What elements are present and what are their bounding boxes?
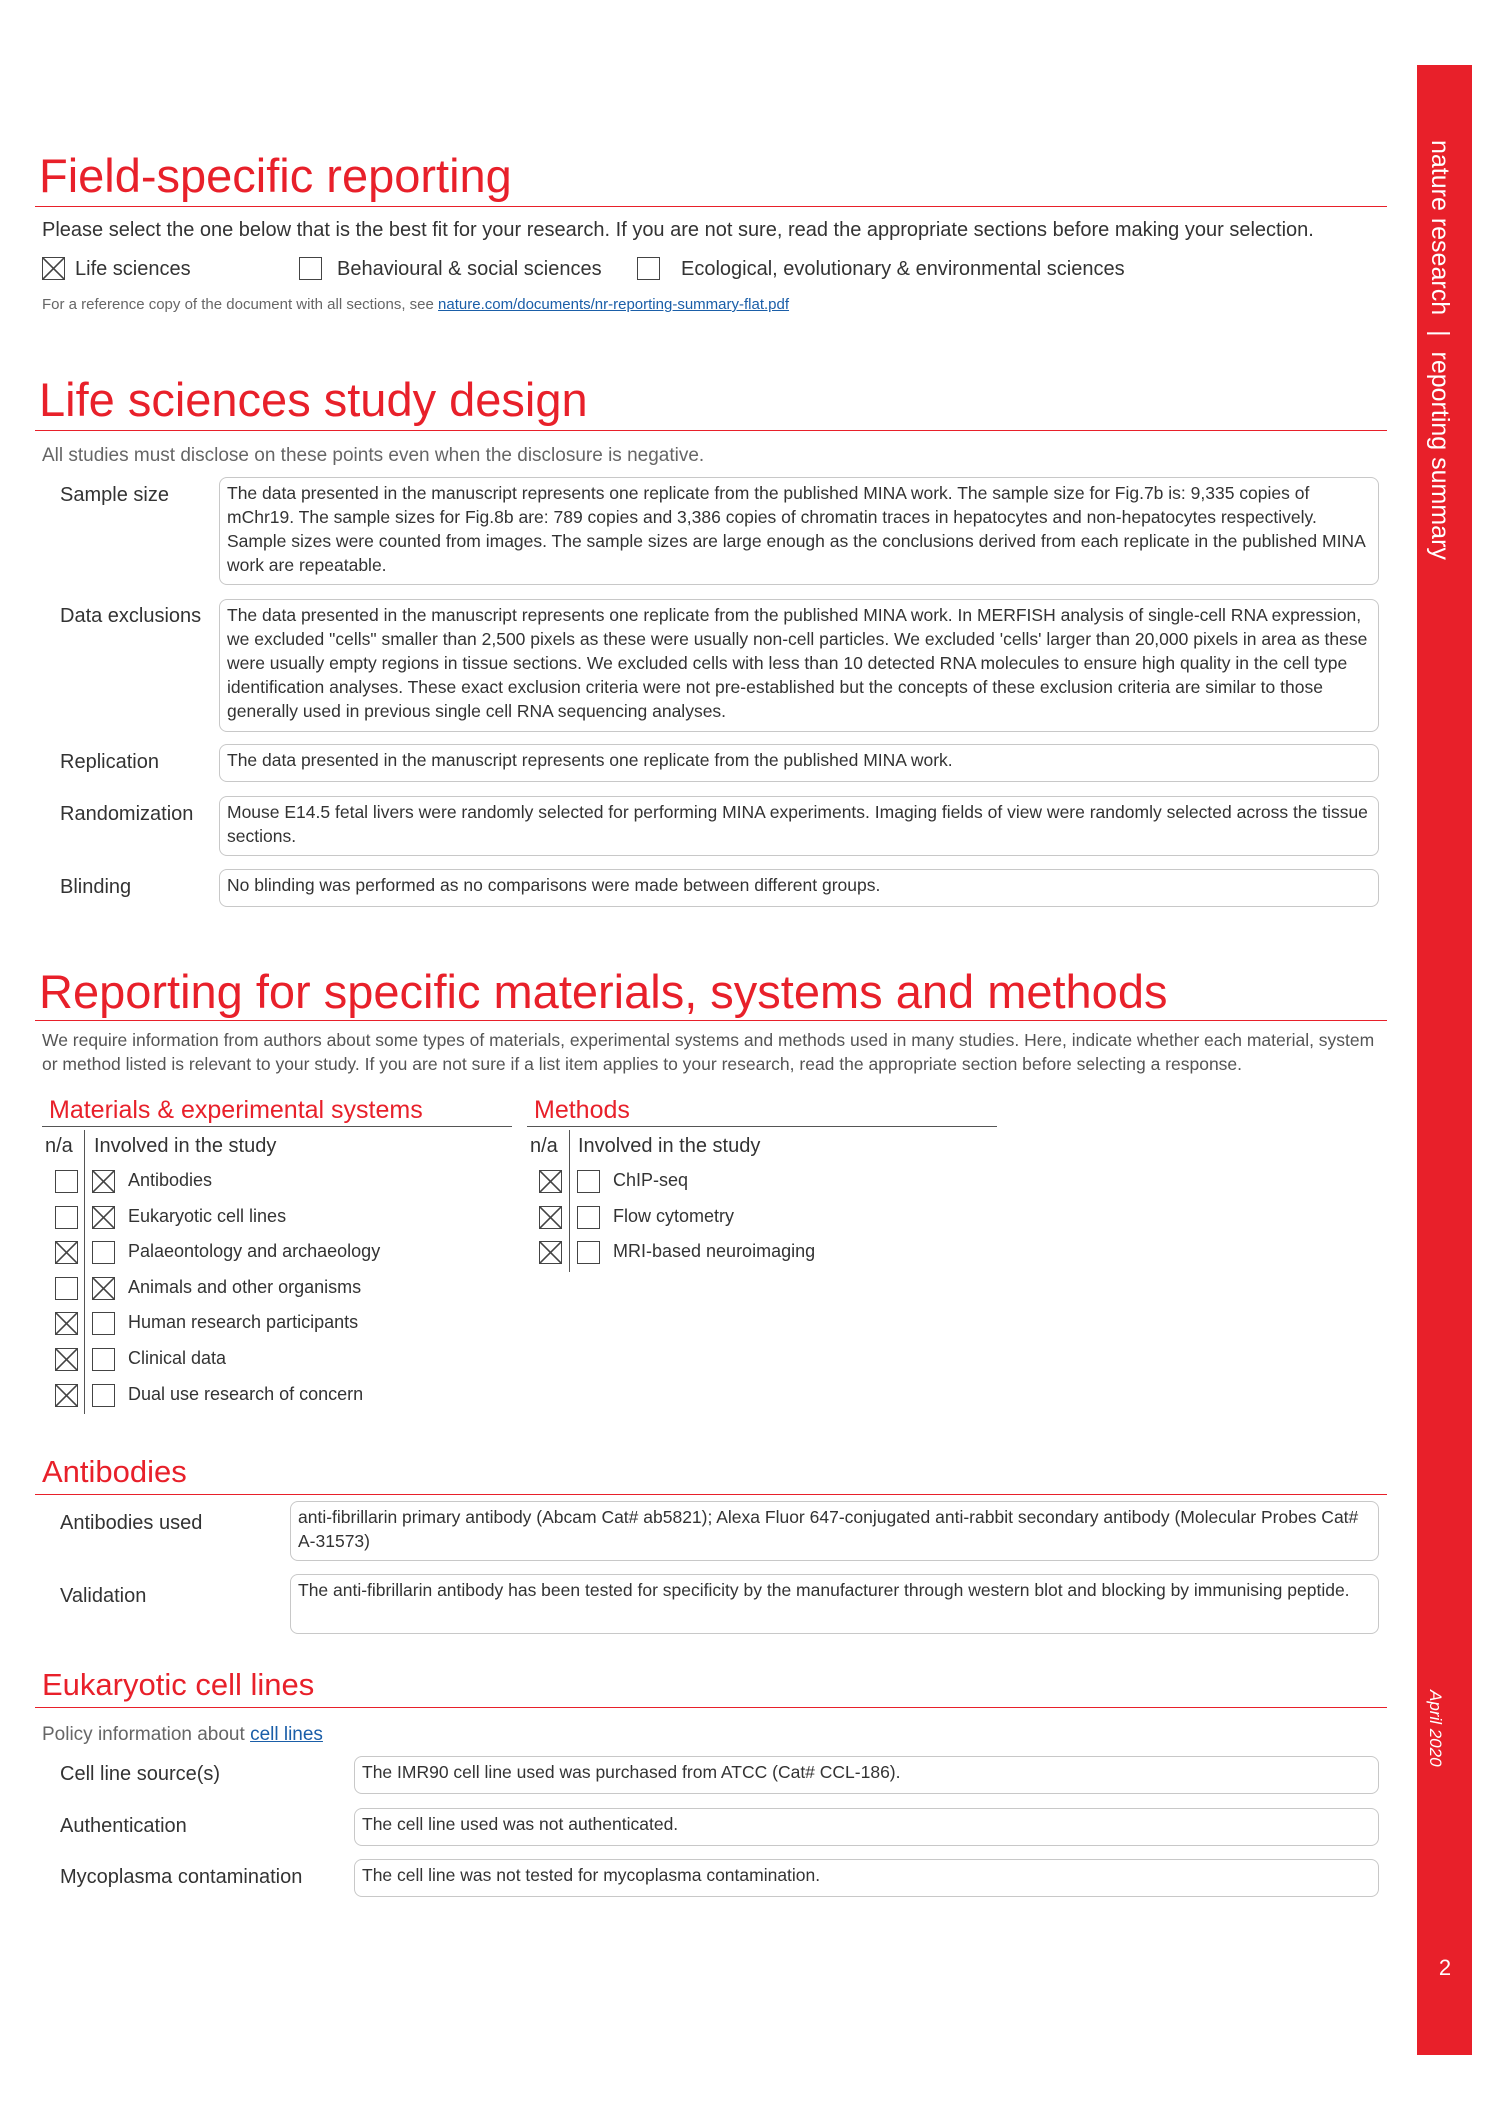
field-instruction: Please select the one below that is the best fit for your research. If you are not sure, read the appropriate sections before making your selection.: [42, 219, 1314, 241]
blinding-label: Blinding: [60, 876, 132, 898]
antibodies-na-checkbox[interactable]: [55, 1170, 78, 1193]
mycoplasma-label: Mycoplasma contamination: [60, 1866, 303, 1888]
antibodies-used-label: Antibodies used: [60, 1512, 203, 1534]
ecological-label: Ecological, evolutionary & environmental sciences: [681, 258, 1125, 280]
sidebar-header: [1427, 140, 1453, 560]
randomization-text: Mouse E14.5 fetal livers were randomly selected for performing MINA experiments. Imaging fields of view were randomly selected across the tissue sections.: [219, 796, 1379, 856]
dual-use-involved-checkbox[interactable]: [92, 1384, 115, 1407]
palaeontology-na-checkbox[interactable]: [55, 1241, 78, 1264]
life-sciences-label: Life sciences: [75, 258, 191, 280]
study-design-title: Life sciences study design: [39, 373, 588, 426]
chip-seq-involved-checkbox[interactable]: [577, 1170, 600, 1193]
data-exclusions-label: Data exclusions: [60, 605, 202, 627]
section-rule: [35, 1707, 1387, 1708]
flow-cytometry-item: Flow cytometry: [613, 1206, 735, 1226]
methods-rule: [527, 1126, 997, 1127]
cell-lines-policy-link[interactable]: cell lines: [250, 1724, 323, 1745]
animals-item: Animals and other organisms: [128, 1277, 362, 1297]
antibodies-involved-checkbox[interactable]: [92, 1170, 115, 1193]
cell-lines-item: Eukaryotic cell lines: [128, 1206, 287, 1226]
animals-involved-checkbox[interactable]: [92, 1277, 115, 1300]
palaeontology-item: Palaeontology and archaeology: [128, 1241, 381, 1261]
behavioural-checkbox[interactable]: [299, 257, 322, 280]
cell-line-source-text: The IMR90 cell line used was purchased from ATCC (Cat# CCL-186).: [354, 1756, 1379, 1794]
title-rule: [35, 430, 1387, 431]
replication-label: Replication: [60, 751, 159, 773]
dual-use-item: Dual use research of concern: [128, 1384, 364, 1404]
reference-note: [42, 296, 789, 313]
cell-lines-policy: [42, 1722, 323, 1748]
data-exclusions-text: The data presented in the manuscript represents one replicate from the published MINA work. In MERFISH analysis of single-cell RNA expression, we excluded "cells" smaller than 2,500 pixels as these were usually non-cell particles. We excluded 'cells' larger than 20,000 pixels in area as these were usually empty regions in tissue sections. We excluded cells with less than 10 detected RNA molecules to ensure high quality in the cell type identification analyses. These exact exclusion criteria were not pre-established but the concepts of these exclusion criteria are similar to those generally used in previous single cell RNA sequencing analyses.: [219, 599, 1379, 732]
chip-seq-na-checkbox[interactable]: [539, 1170, 562, 1193]
cell-lines-involved-checkbox[interactable]: [92, 1206, 115, 1229]
clinical-data-na-checkbox[interactable]: [55, 1348, 78, 1371]
materials-intro: We require information from authors about some types of materials, experimental systems and methods used in many studies. Here, indicate whether each material, system or method listed is relevant to your study. If you are not sure if a list item applies to your research, read the appropriate section before selecting a response.: [42, 1030, 1375, 1074]
behavioural-label: Behavioural & social sciences: [337, 258, 602, 280]
experimental-systems-title: Materials & experimental systems: [49, 1096, 423, 1124]
human-participants-item: Human research participants: [128, 1312, 359, 1332]
field-specific-title: Field-specific reporting: [39, 149, 512, 202]
materials-title: Reporting for specific materials, systems and methods: [39, 965, 1168, 1018]
replication-text: The data presented in the manuscript represents one replicate from the published MINA work.: [219, 744, 1379, 782]
flow-cytometry-na-checkbox[interactable]: [539, 1206, 562, 1229]
title-rule: [35, 206, 1387, 207]
antibodies-item: Antibodies: [128, 1170, 213, 1190]
cell-line-source-label: Cell line source(s): [60, 1763, 221, 1785]
policy-prefix: Policy information about: [42, 1724, 251, 1745]
reference-prefix: For a reference copy of the document with all sections, see: [42, 296, 439, 313]
chip-seq-item: ChIP-seq: [613, 1170, 689, 1190]
human-participants-na-checkbox[interactable]: [55, 1312, 78, 1335]
ecological-checkbox[interactable]: [637, 257, 660, 280]
reference-link[interactable]: nature.com/documents/nr-reporting-summary-flat.pdf: [438, 296, 790, 313]
palaeontology-involved-checkbox[interactable]: [92, 1241, 115, 1264]
experimental-rule: [42, 1126, 512, 1127]
title-rule: [35, 1020, 1387, 1021]
clinical-data-item: Clinical data: [128, 1348, 227, 1368]
mri-item: MRI-based neuroimaging: [613, 1241, 816, 1261]
flow-cytometry-involved-checkbox[interactable]: [577, 1206, 600, 1229]
life-sciences-checkbox[interactable]: [42, 257, 65, 280]
sidebar-date: April 2020: [1426, 1690, 1445, 1767]
brand-separator: |: [1426, 330, 1454, 337]
dual-use-na-checkbox[interactable]: [55, 1384, 78, 1407]
clinical-data-involved-checkbox[interactable]: [92, 1348, 115, 1371]
methods-divider: [569, 1130, 570, 1272]
validation-label: Validation: [60, 1585, 147, 1607]
animals-na-checkbox[interactable]: [55, 1277, 78, 1300]
experimental-involved-header: Involved in the study: [94, 1135, 277, 1157]
page-number: 2: [1438, 1955, 1452, 1980]
human-participants-involved-checkbox[interactable]: [92, 1312, 115, 1335]
blinding-text: No blinding was performed as no comparisons were made between different groups.: [219, 869, 1379, 907]
mri-involved-checkbox[interactable]: [577, 1241, 600, 1264]
mri-na-checkbox[interactable]: [539, 1241, 562, 1264]
brand-name: nature research: [1426, 140, 1454, 316]
study-design-subtitle: All studies must disclose on these points even when the disclosure is negative.: [42, 445, 705, 466]
section-rule: [35, 1494, 1387, 1495]
document-name: reporting summary: [1426, 351, 1454, 560]
experimental-na-header: n/a: [45, 1135, 73, 1157]
mycoplasma-text: The cell line was not tested for mycoplasma contamination.: [354, 1859, 1379, 1897]
randomization-label: Randomization: [60, 803, 194, 825]
methods-involved-header: Involved in the study: [578, 1135, 761, 1157]
sample-size-label: Sample size: [60, 484, 169, 506]
validation-text: The anti-fibrillarin antibody has been tested for specificity by the manufacturer through western blot and blocking by immunising peptide.: [290, 1574, 1379, 1634]
antibodies-used-text: anti-fibrillarin primary antibody (Abcam Cat# ab5821); Alexa Fluor 647-conjugated anti-rabbit secondary antibody (Molecular Probes Cat# A-31573): [290, 1501, 1379, 1561]
cell-lines-na-checkbox[interactable]: [55, 1206, 78, 1229]
methods-na-header: n/a: [530, 1135, 558, 1157]
experimental-divider: [84, 1130, 85, 1414]
sample-size-text: The data presented in the manuscript represents one replicate from the published MINA work. The sample size for Fig.7b is: 9,335 copies of mChr19. The sample sizes for Fig.8b are: 789 copies and 3,386 copies of chromatin traces in hepatocytes and non-hepatocytes respectively. Sample sizes were counted from images. The sample sizes are large enough as the conclusions derived from each replicate in the published MINA work are repeatable.: [219, 477, 1379, 585]
methods-title: Methods: [534, 1096, 630, 1124]
antibodies-title: Antibodies: [42, 1454, 187, 1489]
authentication-label: Authentication: [60, 1815, 187, 1837]
authentication-text: The cell line used was not authenticated.: [354, 1808, 1379, 1846]
cell-lines-title: Eukaryotic cell lines: [42, 1667, 315, 1702]
